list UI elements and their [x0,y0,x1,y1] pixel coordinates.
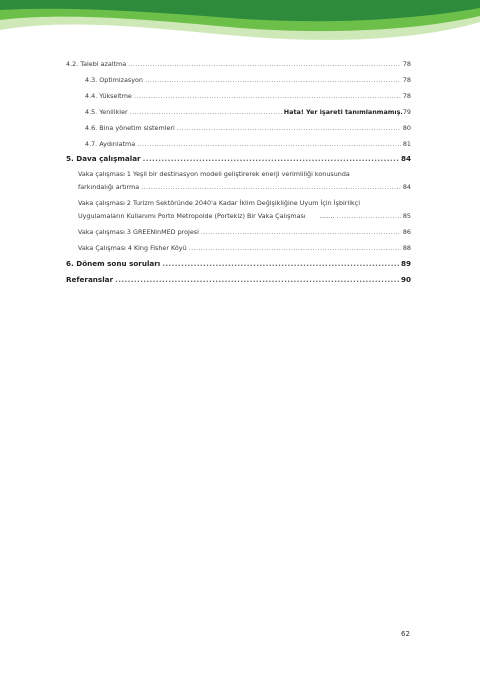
toc-entry-page: 78 [402,92,411,100]
page-number: 62 [401,630,410,638]
toc-entry-title: 4.6. Bina yönetim sistemleri [85,124,175,132]
toc-entry-title: Vaka çalışması 3 GREENinMED projesi [78,228,199,236]
toc-leader [145,76,401,84]
toc-entry-4-2[interactable] [66,60,411,68]
toc-entry-title-line2: farkındalığı artırma [78,183,140,191]
toc-entry-page: 86 [402,228,411,236]
toc-leader [128,60,401,68]
toc-entry-page: 81 [402,140,411,148]
toc-entry-4-6[interactable] [66,124,411,132]
toc-entry-title: 4.3. Optimizasyon [85,76,143,84]
toc-section-6[interactable] [66,260,411,268]
toc-entry-title-line1: Vaka çalışması 2 Turizm Sektöründe 2040'a Kadar İklim Değişikliğine Uyum İçin İşbirlikçi [78,199,360,207]
toc-leader [141,183,401,191]
toc-entry-title: 4.7. Aydınlatma [85,140,136,148]
toc-entry-page: 89 [400,259,411,268]
toc-entry-page: 84 [402,183,411,191]
toc-entry-title-line2: Uygulamaların Kullanımı Porto Metropolde (Portekiz) Bir Vaka Çalışması [78,212,306,220]
toc-leader [137,140,401,148]
toc-gap-marker: ……. [319,212,335,220]
toc-section-5[interactable] [66,155,411,163]
table-of-contents [66,58,411,284]
toc-entry-page: 88 [402,244,411,252]
toc-entry-title: 4.5. Yenilikler [85,108,128,116]
toc-entry-page: 84 [400,154,411,163]
toc-entry-title: 4.2. Talebi azaltma [66,60,127,68]
header-wave-banner [0,0,480,50]
toc-entry-4-4[interactable] [66,92,411,100]
toc-error-message: Hata! Yer işareti tanımlanmamış. [283,108,403,116]
toc-entry-page: 78 [402,60,411,68]
toc-entry-page: 85 [402,212,411,220]
toc-entry-title: 6. Dönem sonu soruları [66,259,161,268]
toc-leader [201,228,401,236]
toc-leader [130,108,282,116]
toc-entry-page: 90 [400,275,411,284]
toc-entry-title: Vaka Çalışması 4 King Fisher Köyü [78,244,187,252]
toc-leader [143,155,399,163]
toc-leader [177,124,401,132]
toc-case-study-4[interactable] [66,244,411,252]
toc-leader [134,92,401,100]
toc-leader [115,276,399,284]
toc-leader [162,260,399,268]
toc-entry-title-line1: Vaka çalışması 1 Yeşil bir destinasyon modeli geliştirerek enerji verimliliği konusunda [78,170,350,178]
toc-entry-page: 78 [402,76,411,84]
toc-case-study-1[interactable] [66,170,411,191]
toc-case-study-3[interactable] [66,228,411,236]
toc-entry-page: 80 [402,124,411,132]
toc-entry-4-3[interactable] [66,76,411,84]
toc-entry-title: 4.4. Yükseltme [85,92,132,100]
toc-leader [189,244,401,252]
toc-entry-title: 5. Dava çalışmalar [66,154,141,163]
toc-leader [336,212,400,220]
toc-entry-4-7[interactable] [66,140,411,148]
toc-entry-title: Referanslar [66,275,114,284]
toc-references[interactable] [66,276,411,284]
toc-entry-4-5[interactable] [66,108,411,116]
toc-entry-page: 79 [402,108,411,116]
toc-case-study-2[interactable] [66,199,411,220]
